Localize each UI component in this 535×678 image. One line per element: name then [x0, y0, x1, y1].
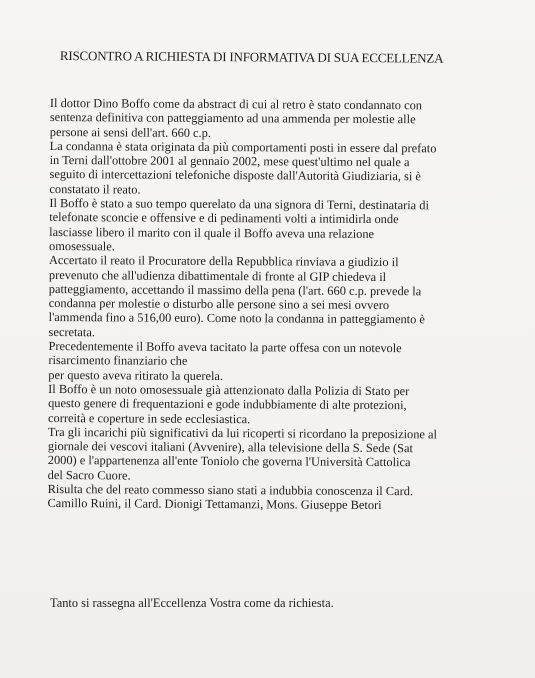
text-line: giornale dei vescovi italiani (Avvenire), alla televisione della S. Sede (Sat [47, 439, 414, 456]
text-line: Il Boffo è stato a suo tempo querelato da una signora di Terni, destinataria di [49, 196, 429, 213]
text-line: prevenuto che all'udienza dibattimentale di fronte al GIP chiedeva il [48, 267, 387, 284]
text-line: lasciasse libero il marito con il quale il Boffo aveva una relazione [49, 224, 375, 241]
text-line: Accertato il reato il Procuratore della Repubblica rinviava a giudizio il [48, 253, 399, 270]
text-line: Il Boffo è un noto omosessuale già attenzionato dalla Polizia di Stato per [48, 381, 410, 399]
text-line: correità e coperture in sede ecclesiastica. [47, 410, 251, 426]
text-line: Camillo Ruini, il Card. Dionigi Tettamanzi, Mons. Giuseppe Betori [47, 496, 382, 513]
text-line: sentenza definitiva con patteggiamento ad una ammenda per molestie alle [49, 110, 416, 127]
paragraph-2 [49, 139, 489, 199]
text-line: per questo aveva ritirato la querela. [48, 367, 224, 383]
text-line: Il dottor Dino Boffo come da abstract di cui al retro è stato condannato con [49, 96, 423, 113]
paragraph-1 [50, 96, 490, 142]
text-line: in Terni dall'ottobre 2001 al gennaio 2002, mese quest'ultimo nel quale a [49, 153, 410, 170]
paragraph-6 [48, 382, 488, 428]
document-title: RISCONTRO A RICHIESTA DI INFORMATIVA DI SUA ECCELLENZA [59, 48, 444, 66]
paragraph-3 [49, 196, 489, 256]
paragraph-8 [47, 482, 487, 513]
text-line: 2000) e l'appartenenza all'ente Toniolo che governa l'Università Cattolica [47, 453, 411, 470]
text-line: seguito di intercettazioni telefoniche disposte dall'Autorità Giudiziaria, si è [49, 167, 421, 184]
text-line: risarcimento finanziario che [48, 353, 188, 369]
text-line: l'ammenda fino a 516,00 euro). Come noto la condanna in patteggiamento è [48, 310, 425, 327]
text-line: constatato il reato. [49, 181, 141, 197]
text-line: omosessuale. [49, 238, 115, 254]
text-line: persone ai sensi dell'art. 660 c.p. [49, 124, 212, 140]
text-line: condanna per molestie o disturbo alle persone sino a sei mesi ovvero [48, 296, 390, 313]
document-body [47, 96, 490, 513]
text-line: La condanna è stata originata da più comportamenti posti in essere dal prefato [49, 138, 437, 156]
paragraph-4 [49, 253, 490, 341]
paragraph-5 [48, 339, 488, 385]
text-line: questo genere di frequentazioni e gode indubbiamente di alte protezioni, [48, 396, 407, 413]
paragraph-7 [48, 425, 488, 485]
text-line: Risulta che del reato commesso siano stati a indubbia conoscenza il Card. [47, 482, 414, 499]
text-line: patteggiamento, accettando il massimo della pena (l'art. 660 c.p. prevede la [48, 281, 422, 299]
text-line: del Sacro Cuore. [47, 467, 131, 483]
closing-line: Tanto si rassegna all'Eccellenza Vostra come da richiesta. [50, 596, 334, 610]
text-line: Tra gli incarichi più significativi da lui ricoperti si ricordano la preposizione al [47, 424, 438, 442]
text-line: telefonate sconcie e offensive e di pedinamenti volti a intimidirla onde [49, 210, 399, 227]
text-line: Precedentemente il Boffo aveva tacitato la parte offesa con un notevole [48, 339, 402, 356]
text-line: secretata. [48, 324, 96, 340]
